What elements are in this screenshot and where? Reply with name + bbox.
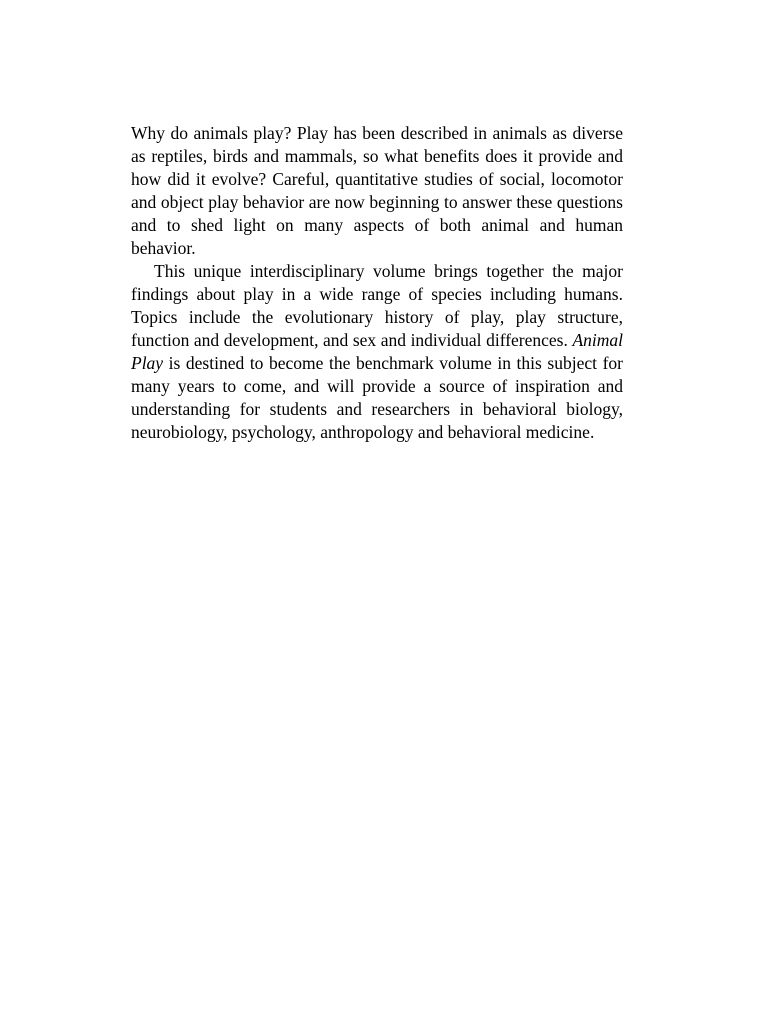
blurb-text	[131, 122, 623, 444]
paragraph-2-rest: is destined to become the benchmark volume in this subject for many years to come, and will provide a source of inspiration and understanding for students and researchers in behavioral biology, neurobiology, psychology, anthropology and behavioral medicine.	[131, 353, 623, 442]
book-title: Animal Play	[131, 330, 623, 373]
paragraph-2-intro: This unique interdisciplinary volume brings together the major findings about play in a wide range of species including humans. Topics include the evolutionary history of play, play structure, function and development, and sex and individual differences.	[131, 261, 623, 350]
paragraph-1: Why do animals play? Play has been described in animals as diverse as reptiles, birds and mammals, so what benefits does it provide and how did it evolve? Careful, quantitative studies of social, locomotor and object play behavior are now beginning to answer these questions and to shed light on many aspects of both animal and human behavior.	[131, 123, 623, 258]
paragraph-2	[131, 260, 623, 444]
